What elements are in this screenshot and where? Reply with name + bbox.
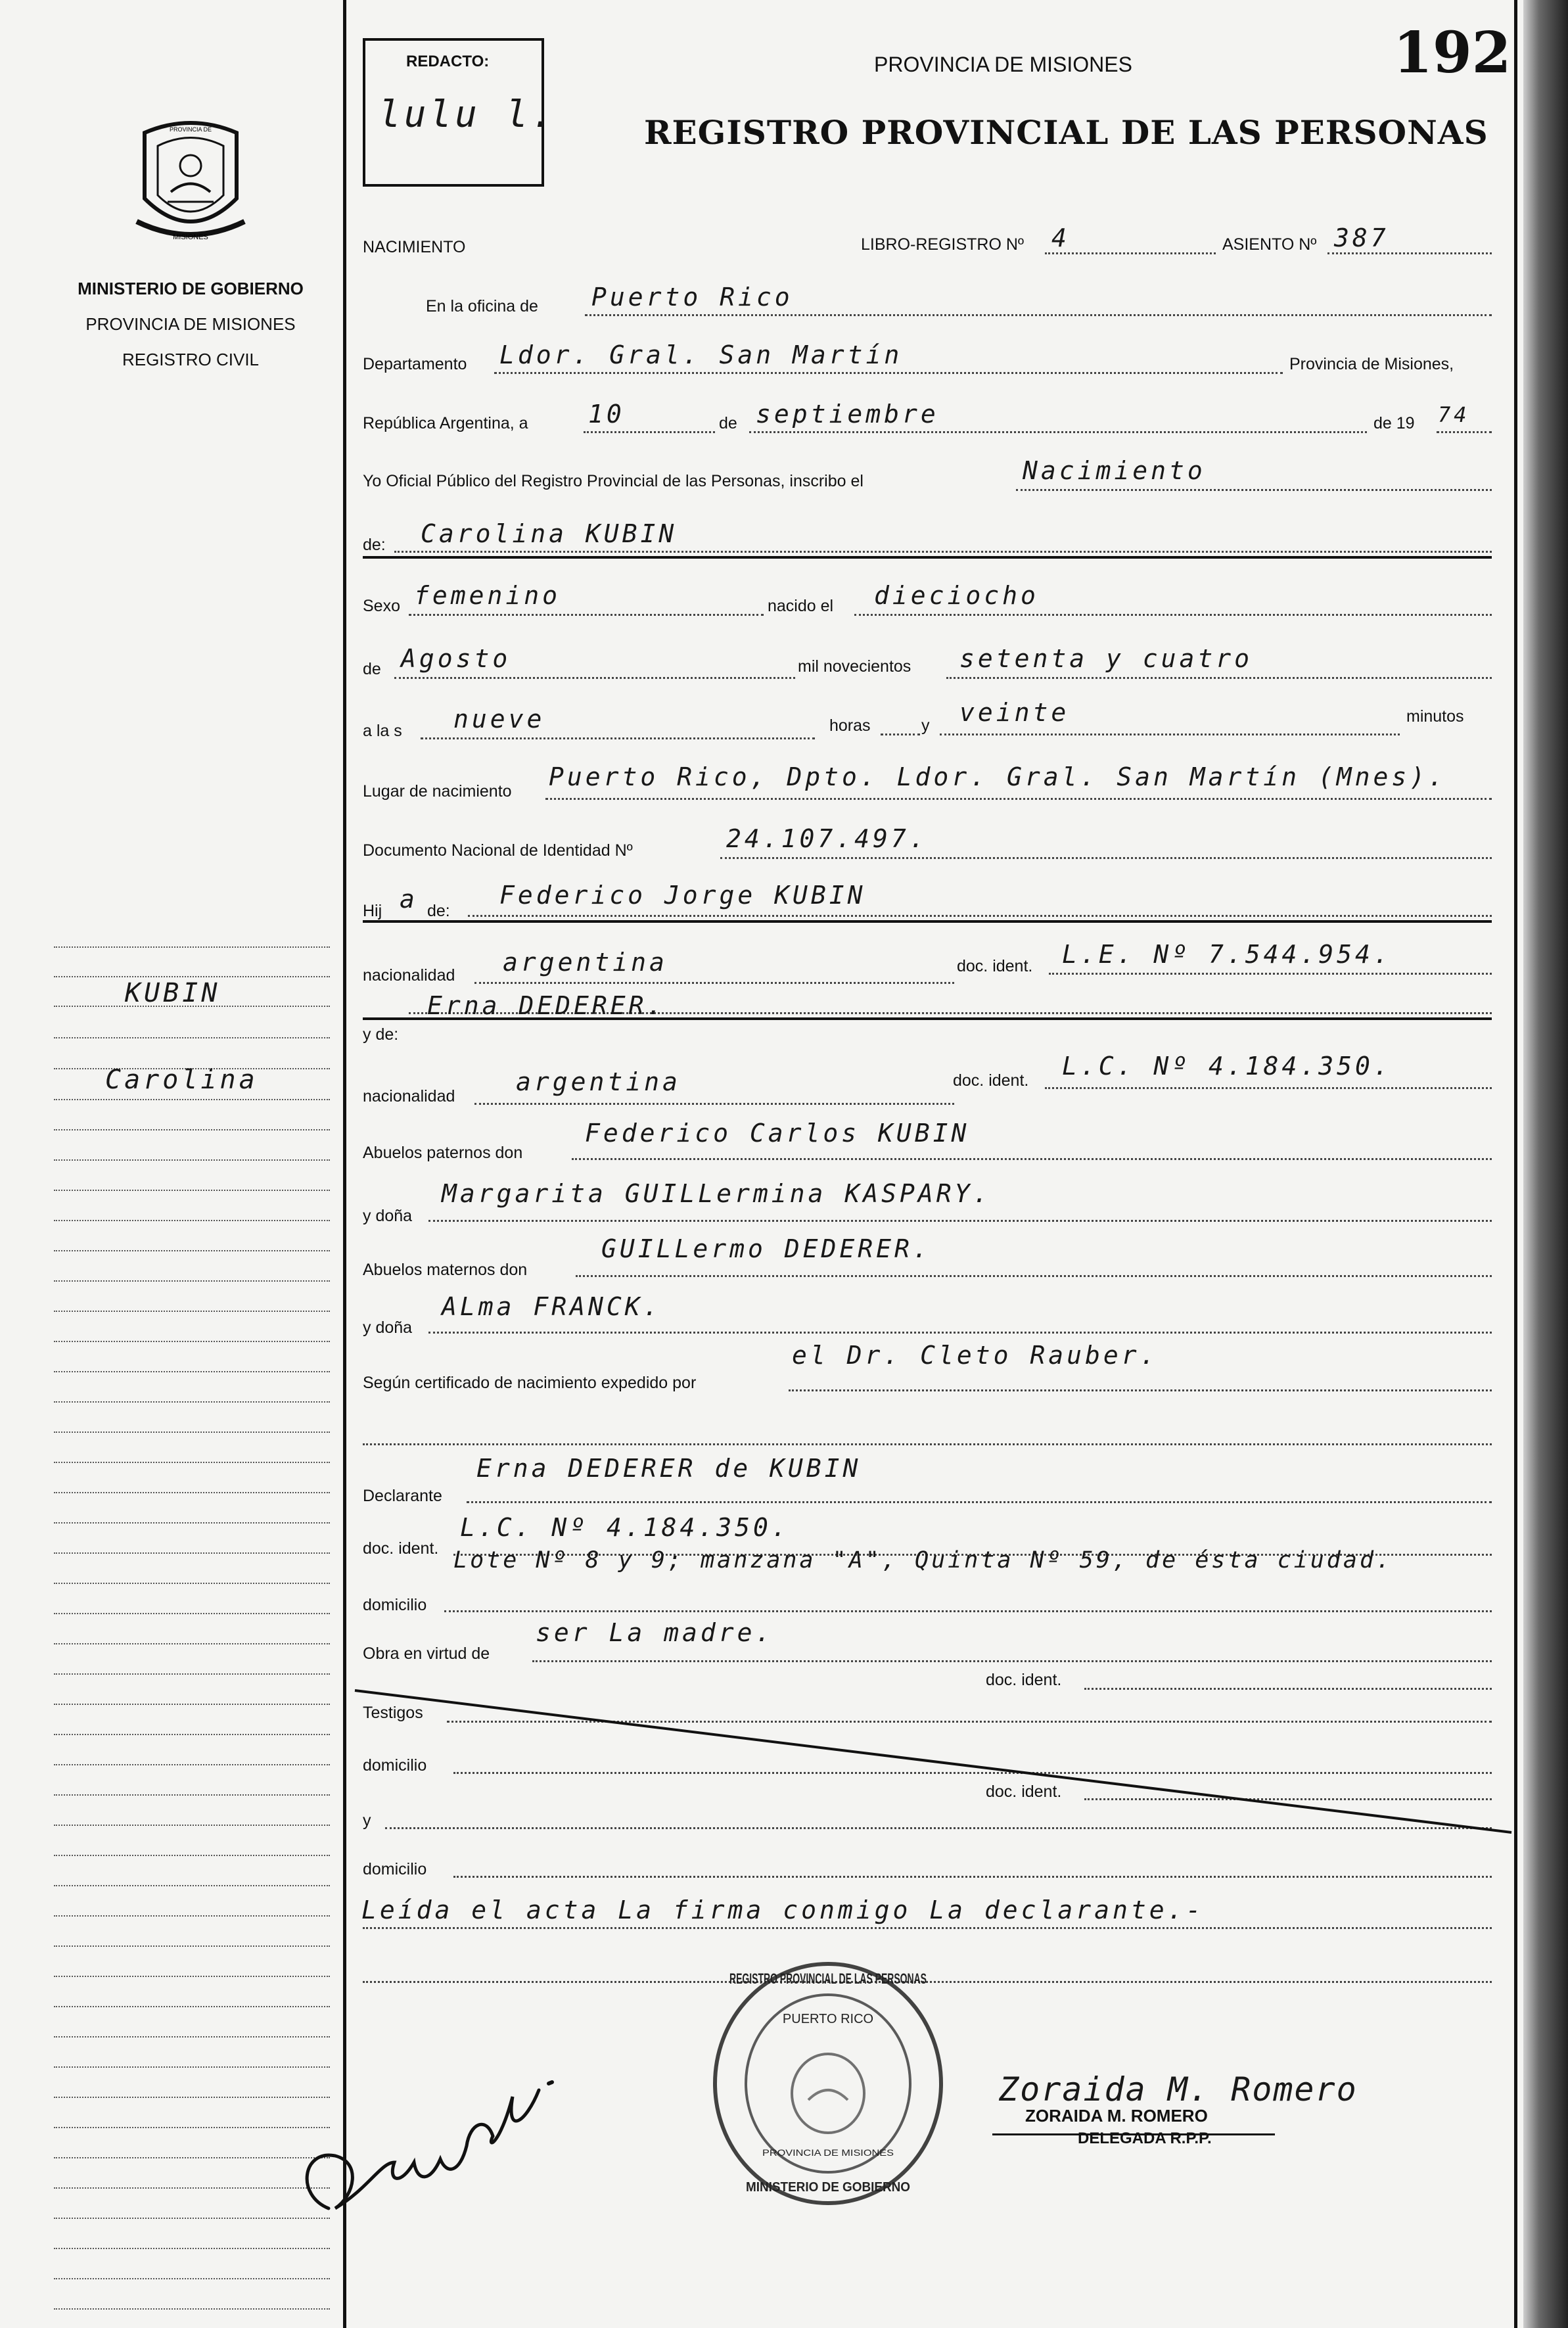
dni-value: 24.107.497. (726, 824, 928, 853)
minutes-label: minutos (1406, 707, 1464, 726)
day-value: 10 (588, 400, 625, 429)
office-value: Puerto Rico (591, 283, 793, 312)
maternal-dona-label: y doña (363, 1318, 413, 1337)
month-label: de (719, 414, 737, 432)
of-label: de: (363, 536, 386, 554)
redacto-label: REDACTO: (406, 53, 490, 70)
certificate-label: Según certificado de nacimiento expedido por (363, 1374, 697, 1392)
capacity-doc-label: doc. ident. (986, 1671, 1062, 1689)
cancellation-line (348, 1676, 1518, 1847)
act-type-label: NACIMIENTO (363, 238, 466, 256)
father-doc: L.E. Nº 7.544.954. (1062, 940, 1392, 969)
asiento-value: 387 (1334, 223, 1389, 252)
officer-signature: Zoraida M. Romero (999, 2070, 1358, 2108)
stamp-province-text: PROVINCIA DE MISIONES (762, 2147, 894, 2158)
born-year: setenta y cuatro (959, 644, 1253, 673)
department-label: Departamento (363, 355, 467, 373)
officer-name: ZORAIDA M. ROMERO (1025, 2106, 1208, 2126)
domicile-label: domicilio (363, 1596, 427, 1614)
mother-name: Erna DEDERER. (427, 991, 666, 1020)
witnesses-label: Testigos (363, 1704, 423, 1722)
official-stamp (710, 1959, 946, 2208)
child-label-pre: Hij (363, 902, 382, 920)
born-day: dieciocho (874, 581, 1039, 610)
stamp-outer-text: REGISTRO PROVINCIAL DE LAS PERSONAS (729, 1970, 927, 1987)
witness-doc-label: doc. ident. (986, 1782, 1062, 1801)
maternal-grandfather: GUILLermo DEDERER. (601, 1234, 931, 1263)
declarant-signature (289, 1998, 578, 2235)
stamp-inner-text: PUERTO RICO (782, 2012, 874, 2026)
certificate-value: el Dr. Cleto Rauber. (792, 1341, 1159, 1370)
hour-prefix: a la s (363, 722, 402, 740)
asiento-label: ASIENTO Nº (1222, 235, 1317, 254)
maternal-label: Abuelos maternos don (363, 1261, 528, 1279)
officer-title: DELEGADA R.P.P. (1078, 2130, 1212, 2147)
birthplace-label: Lugar de nacimiento (363, 782, 512, 801)
paternal-dona-label: y doña (363, 1207, 413, 1225)
and-of-label: y de: (363, 1025, 399, 1044)
margin-given-name: Carolina (105, 1065, 258, 1095)
capacity-label: Obra en virtud de (363, 1644, 490, 1663)
birthplace-value: Puerto Rico, Dpto. Ldor. Gral. San Martín (Mnes). (549, 762, 1447, 791)
seal-bottom-text: MISIONES (173, 233, 208, 241)
mother-doc-label: doc. ident. (953, 1071, 1029, 1090)
province-label: PROVINCIA DE MISIONES (85, 314, 296, 334)
person-name: Carolina KUBIN (421, 519, 678, 548)
millennium-label: mil novecientos (798, 657, 911, 676)
mother-nationality: argentina (516, 1067, 681, 1096)
born-month: Agosto (401, 644, 511, 673)
main-title: REGISTRO PROVINCIAL DE LAS PERSONAS (644, 113, 1488, 152)
province-field-label: Provincia de Misiones, (1289, 355, 1454, 373)
book-edge (1523, 0, 1568, 2328)
page-number: 192 (1393, 20, 1511, 86)
mother-nationality-label: nacionalidad (363, 1087, 455, 1106)
year-value: 74 (1438, 402, 1470, 427)
province-header: PROVINCIA DE MISIONES (874, 53, 1132, 76)
father-nationality: argentina (503, 948, 668, 977)
declarant-value: Erna DEDERER de KUBIN (476, 1454, 862, 1483)
month-value: septiembre (756, 400, 939, 429)
and-label: y (921, 716, 930, 735)
capacity-value: ser La madre. (536, 1618, 774, 1647)
ministry-label: MINISTERIO DE GOBIERNO (78, 279, 304, 298)
witness-domicile2-label: domicilio (363, 1860, 427, 1878)
child-label-post: de: (427, 902, 450, 920)
paternal-label: Abuelos paternos don (363, 1144, 523, 1162)
seal-top-text: PROVINCIA DE (169, 126, 212, 133)
stamp-bottom-text: MINISTERIO DE GOBIERNO (746, 2180, 910, 2195)
officer-text: Yo Oficial Público del Registro Provincial de las Personas, inscribo el (363, 472, 864, 490)
province-seal-icon (131, 113, 250, 251)
closing-text: Leída el acta La firma conmigo La declarante.- (361, 1896, 1205, 1924)
sex-label: Sexo (363, 597, 400, 615)
father-nationality-label: nacionalidad (363, 966, 455, 985)
office-label: En la oficina de (426, 297, 538, 315)
declarant-doc: L.C. Nº 4.184.350. (460, 1513, 790, 1542)
republic-label: República Argentina, a (363, 414, 528, 432)
maternal-grandmother: ALma FRANCK. (442, 1292, 662, 1321)
father-name: Federico Jorge KUBIN (499, 881, 866, 910)
year-label: de 19 (1373, 414, 1415, 432)
margin-surname: KUBIN (125, 978, 221, 1008)
paternal-grandmother: Margarita GUILLermina KASPARY. (442, 1179, 992, 1208)
born-label: nacido el (768, 597, 834, 615)
hours-label: horas (829, 716, 871, 735)
right-margin-rule (1514, 0, 1517, 2328)
minutes-value: veinte (959, 698, 1070, 727)
officer-value: Nacimiento (1023, 456, 1206, 485)
child-label-gender: a (400, 885, 418, 914)
sex-value: femenino (414, 581, 561, 610)
redacto-box (363, 38, 557, 187)
month2-label: de (363, 660, 381, 678)
redacto-initials: lulu l. (379, 93, 557, 136)
paternal-grandfather: Federico Carlos KUBIN (585, 1119, 970, 1148)
hour-value: nueve (453, 705, 545, 733)
department-value: Ldor. Gral. San Martín (499, 340, 903, 369)
registry-label: REGISTRO CIVIL (122, 350, 260, 369)
declarant-doc-label: doc. ident. (363, 1539, 439, 1558)
declarant-label: Declarante (363, 1487, 442, 1505)
father-doc-label: doc. ident. (957, 957, 1033, 975)
witness-and-label: y (363, 1811, 371, 1830)
libro-value: 4 (1051, 223, 1070, 252)
witness-domicile-label: domicilio (363, 1756, 427, 1775)
left-title-block (26, 271, 355, 377)
libro-label: LIBRO-REGISTRO Nº (861, 235, 1025, 254)
dni-label: Documento Nacional de Identidad Nº (363, 841, 633, 860)
mother-doc: L.C. Nº 4.184.350. (1062, 1052, 1392, 1081)
domicile-value: Lote Nº 8 y 9; manzana "A", Quinta Nº 59, de ésta ciudad. (453, 1547, 1393, 1573)
